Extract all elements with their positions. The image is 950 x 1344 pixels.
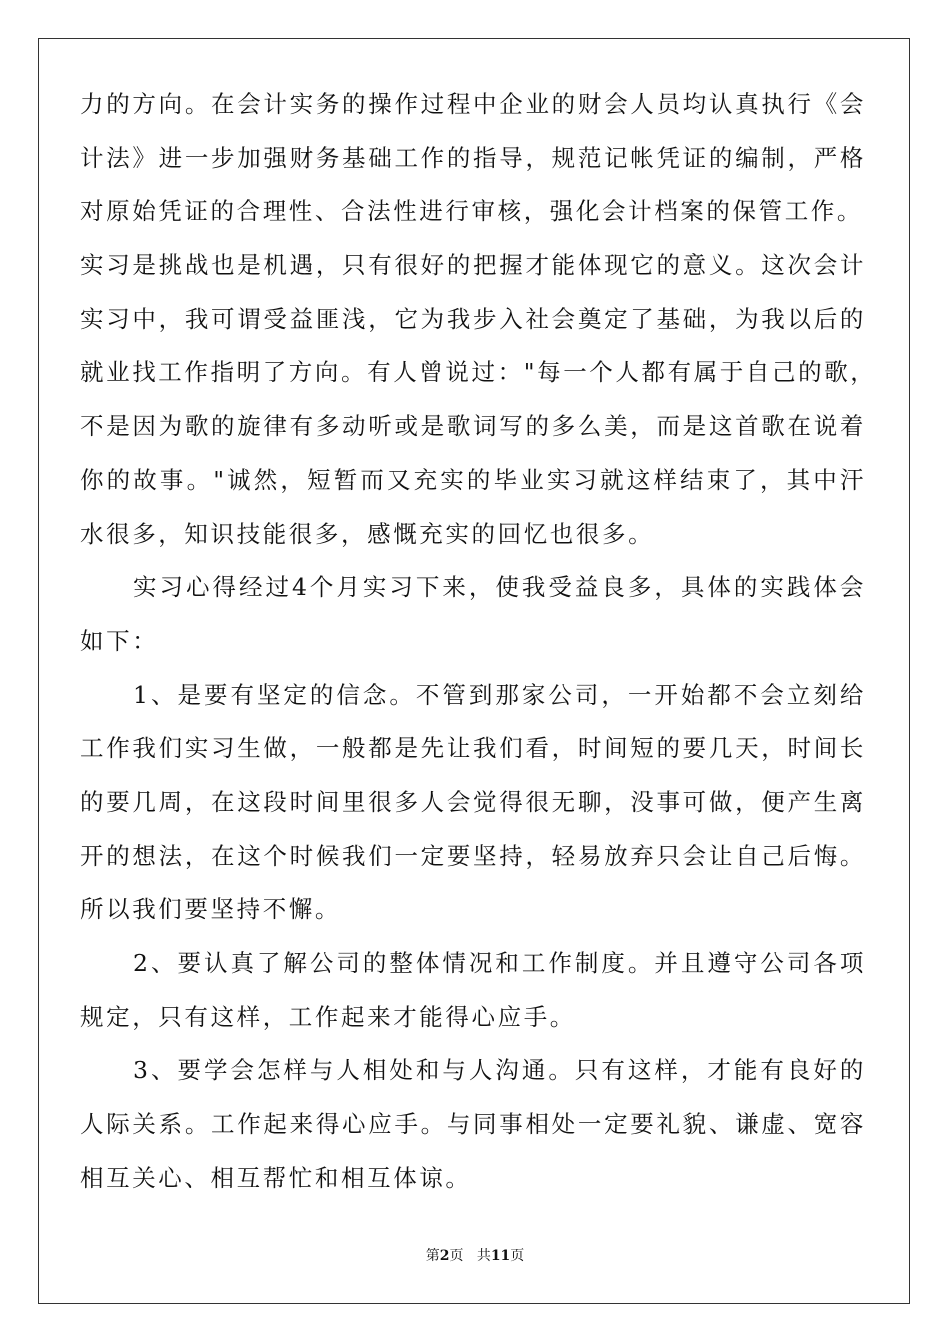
document-body — [80, 78, 877, 1205]
total-suffix: 页 — [510, 1248, 525, 1264]
page-suffix: 页 — [449, 1248, 464, 1264]
text-line: 就业找工作指明了方向。有人曾说过："每一个人都有属于自己的歌， — [80, 358, 877, 387]
text-line: 实习是挑战也是机遇，只有很好的把握才能体现它的意义。这次会计 — [80, 251, 866, 280]
text-line: 实习心得经过4个月实习下来，使我受益良多，具体的实践体会 — [80, 573, 866, 602]
text-line: 开的想法，在这个时候我们一定要坚持，轻易放弃只会让自己后悔。 — [80, 841, 866, 870]
text-line: 的要几周，在这段时间里很多人会觉得很无聊，没事可做，便产生离 — [80, 787, 866, 816]
text-line: 不是因为歌的旋律有多动听或是歌词写的多么美，而是这首歌在说着 — [80, 412, 866, 441]
text-line: 实习中，我可谓受益匪浅，它为我步入社会奠定了基础，为我以后的 — [80, 304, 866, 333]
text-line: 2、要认真了解公司的整体情况和工作制度。并且遵守公司各项 — [80, 949, 866, 977]
text-line: 规定，只有这样，工作起来才能得心应手。 — [80, 1002, 576, 1031]
text-line: 对原始凭证的合理性、合法性进行审核，强化会计档案的保管工作。 — [80, 197, 863, 226]
text-line: 工作我们实习生做，一般都是先让我们看，时间短的要几天，时间长 — [80, 734, 866, 763]
total-prefix: 共 — [476, 1248, 491, 1264]
page-prefix: 第 — [425, 1248, 440, 1264]
text-line: 所以我们要坚持不懈。 — [80, 895, 341, 924]
total-pages: 11 — [490, 1248, 511, 1264]
text-line: 如下： — [80, 626, 159, 655]
text-line: 人际关系。工作起来得心应手。与同事相处一定要礼貌、谦虚、宽容 — [80, 1110, 866, 1139]
page-footer — [0, 1246, 950, 1266]
text-line: 相互关心、相互帮忙和相互体谅。 — [80, 1163, 472, 1192]
text-line: 水很多，知识技能很多，感慨充实的回忆也很多。 — [80, 519, 655, 548]
text-line: 你的故事。"诚然，短暂而又充实的毕业实习就这样结束了，其中汗 — [80, 465, 866, 494]
text-line: 3、要学会怎样与人相处和与人沟通。只有这样，才能有良好的 — [80, 1056, 866, 1085]
text-line: 1、是要有坚定的信念。不管到那家公司，一开始都不会立刻给 — [80, 680, 866, 709]
text-line: 力的方向。在会计实务的操作过程中企业的财会人员均认真执行《会 — [80, 90, 866, 118]
text-line: 计法》进一步加强财务基础工作的指导，规范记帐凭证的编制，严格 — [80, 143, 866, 172]
page-number: 2 — [439, 1248, 450, 1264]
